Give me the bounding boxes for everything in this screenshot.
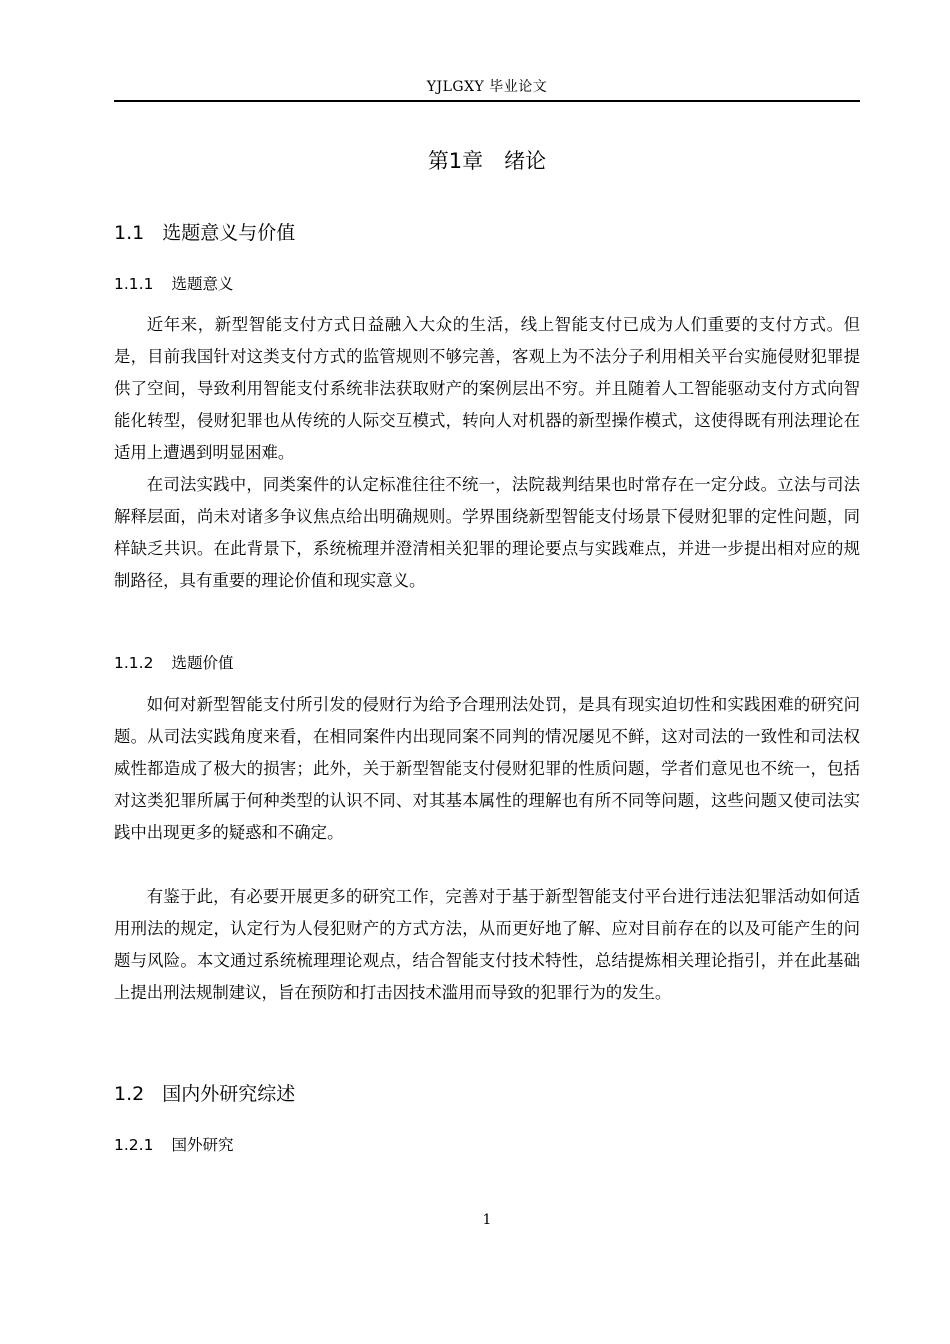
page-number: 1 xyxy=(482,1212,492,1228)
body-paragraph: 有鉴于此，有必要开展更多的研究工作，完善对于基于新型智能支付平台进行违法犯罪活动如何适用刑法的规定，认定行为人侵犯财产的方式方法，从而更好地了解、应对目前存在的以及可能产生的问题与风险。本文通过系统梳理理论观点，结合智能支付技术特性，总结提炼相关理论指引，并在此基础上提出刑法规制建议，旨在预防和打击因技术滥用而导致的犯罪行为的发生。 xyxy=(114,887,860,1002)
section-heading-1-2 xyxy=(114,1081,295,1107)
section-number: 1.2 xyxy=(114,1083,145,1105)
subsection-number: 1.1.1 xyxy=(114,275,154,293)
body-paragraph: 在司法实践中，同类案件的认定标准往往不统一，法院裁判结果也时常存在一定分歧。立法与司法解释层面，尚未对诸多争议焦点给出明确规则。学界围绕新型智能支付场景下侵财犯罪的定性问题，同样缺乏共识。在此背景下，系统梳理并澄清相关犯罪的理论要点与实践难点，并进一步提出相对应的规制路径，具有重要的理论价值和现实意义。 xyxy=(114,475,860,590)
body-paragraph: 如何对新型智能支付所引发的侵财行为给予合理刑法处罚，是具有现实迫切性和实践困难的研究问题。从司法实践角度来看，在相同案件内出现同案不同判的情况屡见不鲜，这对司法的一致性和司法权威性都造成了极大的损害；此外，关于新型智能支付侵财犯罪的性质问题，学者们意见也不统一，包括对这类犯罪所属于何种类型的认识不同、对其基本属性的理解也有所不同等问题，这些问题又使司法实践中出现更多的疑惑和不确定。 xyxy=(114,695,860,842)
header-rule xyxy=(114,100,860,102)
section-title: 国内外研究综述 xyxy=(162,1083,296,1105)
subsection-number: 1.2.1 xyxy=(114,1136,154,1154)
section-heading-1-1 xyxy=(114,220,295,246)
section-title: 选题意义与价值 xyxy=(162,222,296,244)
subsection-heading-1-2-1 xyxy=(114,1134,233,1156)
subsection-heading-1-1-2 xyxy=(114,652,233,674)
subsection-title: 选题意义 xyxy=(171,275,234,293)
chapter-title: 第1章 绪论 xyxy=(427,149,547,173)
body-paragraph: 近年来，新型智能支付方式日益融入大众的生活，线上智能支付已成为人们重要的支付方式。但是，目前我国针对这类支付方式的监管规则不够完善，客观上为不法分子利用相关平台实施侵财犯罪提供了空间，导致利用智能支付系统非法获取财产的案例层出不穷。并且随着人工智能驱动支付方式向智能化转型，侵财犯罪也从传统的人际交互模式，转向人对机器的新型操作模式，这使得既有刑法理论在适用上遭遇到明显困难。 xyxy=(114,315,860,462)
subsection-title: 国外研究 xyxy=(171,1136,234,1154)
subsection-number: 1.1.2 xyxy=(114,654,154,672)
section-number: 1.1 xyxy=(114,222,145,244)
subsection-title: 选题价值 xyxy=(171,654,234,672)
running-header: YJLGXY 毕业论文 xyxy=(426,79,548,95)
subsection-heading-1-1-1 xyxy=(114,273,233,295)
